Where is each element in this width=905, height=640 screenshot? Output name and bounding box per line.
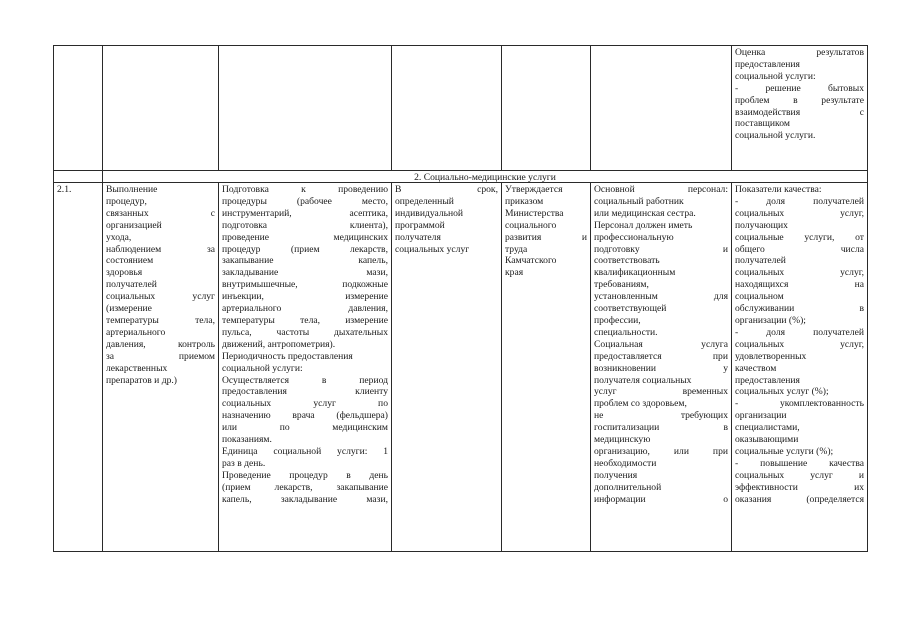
tariff-cell [502,184,590,279]
text-line: социальных услуг, [735,267,864,279]
text-line: Проведение процедур в день [222,469,388,481]
text-line: Осуществляется в период [222,374,388,386]
text-line: - доля получателей [735,195,864,207]
text-line: получения [594,469,638,481]
text-line: социальных услуг по [222,398,388,410]
text-line: предоставления [735,374,800,386]
text-line: Социальная услуга [594,338,728,350]
text-line: лекарственных [106,362,168,374]
text-line: получателя социальных [594,374,692,386]
text-line: взаимодействия с [735,106,864,118]
text-line: процедур (прием лекарств, [222,243,388,255]
text-line: социальной услуги. [735,130,816,142]
text-line: проблем со здоровьем, [594,398,687,410]
text-line: за приемом [106,350,215,362]
text-line: профессии, [594,314,641,326]
text-line: инструментарий, асептика, [222,207,388,219]
text-line: квалификационным [594,267,676,279]
text-line: общего числа [735,243,864,255]
text-line: капель, закладывание мази, [222,493,388,505]
text-line: соответствовать [594,255,660,267]
text-line: социального [505,219,557,231]
text-line: получателей [735,255,786,267]
text-line: Персонал должен иметь [594,219,693,231]
text-line: программой [395,219,445,231]
text-line: края [505,267,524,279]
quality-indicators-cell [732,184,867,505]
service-name-cell [103,184,218,386]
text-line: движений, антропометрия). [222,338,336,350]
text-line: определенный [395,195,454,207]
text-line: Министерства [505,207,564,219]
text-line: приказом [505,195,544,207]
text-line: обслуживании в [735,303,864,315]
text-line: Выполнение [106,184,158,195]
text-line: специалистами, [735,422,800,434]
text-line: социальный работник [594,195,684,207]
table-bottom-border [53,551,868,552]
text-line: социальных услуг [395,243,470,255]
text-line: социальном [735,291,784,303]
text-line: организацией [106,219,162,231]
text-line: поставщиком [735,118,790,130]
col-border-5 [590,45,591,171]
text-line: здоровья [106,267,143,279]
text-line: давления, контроль [106,338,215,350]
text-line: не требующих [594,410,728,422]
service-term-cell [392,184,501,255]
text-line: социальных услуг, [735,207,864,219]
col-border-3 [391,45,392,171]
text-line: труда [505,243,528,255]
text-line: качеством [735,362,777,374]
text-line: Утверждается [505,184,563,195]
row-number: 2.1. [57,184,72,195]
col-border-4 [501,45,502,171]
text-line: организации [735,410,787,422]
text-line: социальной услуги: [222,362,303,374]
text-line: процедур, [106,195,147,207]
text-line: пульса, частоты дыхательных [222,326,388,338]
text-line: подготовку и [594,243,728,255]
text-line: оказания (определяется [735,493,864,505]
text-line: артериального [106,326,166,338]
col-border-2 [218,45,219,171]
text-line: препаратов и др.) [106,374,177,386]
text-line: температуры тела, [106,314,215,326]
text-line: состоянием [106,255,154,267]
section-header: 2. Социально-медицинские услуги [414,172,556,183]
text-line: социальных услуг [106,291,215,303]
text-line: процедуры (рабочее место, [222,195,388,207]
text-line: социальной услуги: [735,70,816,82]
text-line: предоставления клиенту [222,386,388,398]
text-line: или медицинская сестра. [594,207,696,219]
text-line: информации о [594,493,728,505]
col-border-right [867,45,868,552]
text-line: закапывание капель, [222,255,388,267]
text-line: - доля получателей [735,326,864,338]
table-top-border [53,45,868,46]
section-top-border [53,170,868,171]
text-line: необходимости [594,457,657,469]
text-line: температуры тела, измерение [222,314,388,326]
text-line: организацию, или при [594,445,728,457]
text-line: индивидуальной [395,207,464,219]
text-line: раз в день. [222,457,266,469]
text-line: проведение медицинских [222,231,388,243]
text-line: требованиям, [594,279,649,291]
text-line: Показатели качества: [735,184,822,195]
text-line: социальные услуги, от [735,231,864,243]
text-line: социальных услуг, [735,338,864,350]
text-line: предоставления [735,58,800,70]
text-line: эффективности их [735,481,864,493]
col-border-left [53,45,54,552]
text-line: организации (%); [735,314,806,326]
text-line: или по медицинским [222,422,388,434]
text-line: артериального давления, [222,303,388,315]
text-line: - укомплектованность [735,398,864,410]
text-line: получателей [106,279,157,291]
text-line: профессиональную [594,231,674,243]
text-line: В срок, [395,184,498,195]
text-line: социальные услуги (%); [735,445,834,457]
text-line: медицинскую [594,434,651,446]
text-line: связанных с [106,207,215,219]
top-row-quality-cell [732,47,867,142]
text-line: наблюдением за [106,243,215,255]
text-line: - решение бытовых [735,82,864,94]
service-content-cell [219,184,391,505]
text-line: инъекции, измерение [222,291,388,303]
text-line: ухода, [106,231,132,243]
text-line: установленным для [594,291,728,303]
text-line: социальных услуг и [735,469,864,481]
text-line: предоставляется при [594,350,728,362]
text-line: - повышение качества [735,457,864,469]
text-line: Подготовка к проведению [222,184,388,195]
text-line: проблем в результате [735,94,864,106]
text-line: социальных услуг (%); [735,386,829,398]
text-line: соответствующей [594,303,667,315]
text-line: находящихся на [735,279,864,291]
text-line: (измерение [106,303,152,315]
text-line: Оценка результатов [735,47,864,58]
text-line: назначению врача (фельдшера) [222,410,388,422]
text-line: Периодичность предоставления [222,350,353,362]
text-line: госпитализации в [594,422,728,434]
text-line: показаниям. [222,434,272,446]
text-line: получателя [395,231,441,243]
text-line: подготовка клиента), [222,219,388,231]
text-line: дополнительной [594,481,662,493]
conditions-cell [591,184,731,505]
text-line: Основной персонал: [594,184,728,195]
text-line: внутримышечные, подкожные [222,279,388,291]
text-line: удовлетворенных [735,350,807,362]
text-line: специальности. [594,326,658,338]
text-line: развития и [505,231,587,243]
text-line: закладывание мази, [222,267,388,279]
text-line: (прием лекарств, закапывание [222,481,388,493]
text-line: Камчатского [505,255,557,267]
text-line: Единица социальной услуги: 1 [222,445,388,457]
text-line: получающих [735,219,788,231]
text-line: возникновении у [594,362,728,374]
text-line: услуг временных [594,386,728,398]
text-line: оказывающими [735,434,799,446]
